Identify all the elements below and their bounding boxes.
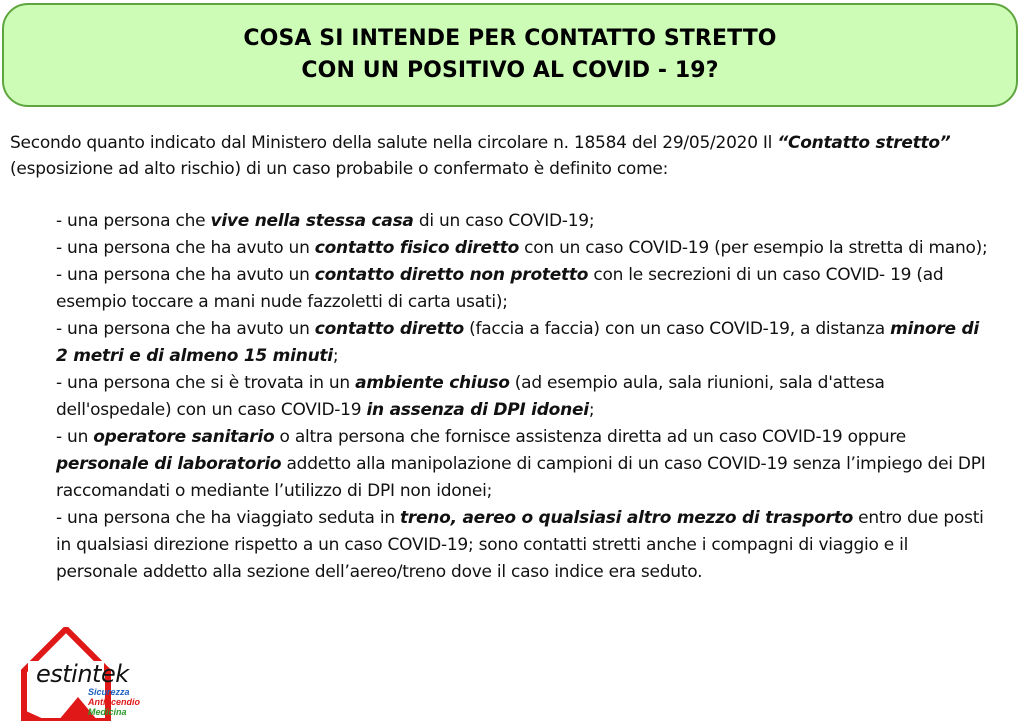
item-text: entro due posti in qualsiasi direzione rispetto a un caso COVID-19; sono contatti stretti anche i compagni di viaggio e il personale addetto alla sezione dell’aereo/treno dove il caso indice era seduto.	[56, 508, 984, 582]
logo-name: estintek	[36, 660, 129, 688]
item-emphasis: personale di laboratorio	[56, 454, 282, 474]
item-text: di un caso COVID-19;	[413, 211, 595, 231]
item-text: con un caso COVID-19 (per esempio la stretta di mano);	[519, 238, 988, 258]
item-text: - una persona che	[56, 211, 211, 231]
logo-sub-medicina: Medicina	[88, 707, 127, 717]
intro-emphasis: “Contatto stretto”	[777, 133, 951, 153]
list-item	[56, 235, 991, 262]
intro-text-after: (esposizione ad alto rischio) di un caso probabile o confermato è definito come:	[10, 159, 669, 179]
item-text: (ad esempio aula, sala riunioni, sala d'attesa dell'ospedale) con un caso COVID-19	[56, 373, 885, 420]
title-line-1: COSA SI INTENDE PER CONTATTO STRETTO	[243, 26, 777, 51]
item-text: - una persona che ha viaggiato seduta in	[56, 508, 400, 528]
item-emphasis: contatto diretto non protetto	[314, 265, 589, 285]
item-text: (faccia a faccia) con un caso COVID-19, a distanza	[463, 319, 891, 339]
item-emphasis: in assenza di DPI idonei	[366, 400, 589, 420]
intro-text-before: Secondo quanto indicato dal Ministero della salute nella circolare n. 18584 del 29/05/2020 Il	[10, 133, 778, 153]
title-line-2: CON UN POSITIVO AL COVID - 19?	[301, 58, 719, 83]
item-text: - una persona che ha avuto un	[56, 265, 315, 285]
logo-subtitle	[88, 687, 140, 717]
logo-sub-sicurezza: Sicurezza	[88, 687, 130, 697]
item-text: ;	[332, 346, 339, 366]
list-item	[56, 424, 991, 505]
item-emphasis: ambiente chiuso	[355, 373, 510, 393]
item-emphasis: operatore sanitario	[93, 427, 275, 447]
item-text: - un	[56, 427, 94, 447]
list-item	[56, 370, 991, 424]
list-item	[56, 262, 991, 316]
intro-paragraph	[10, 130, 1015, 182]
item-text: - una persona che ha avuto un	[56, 319, 315, 339]
item-text: ;	[588, 400, 595, 420]
item-emphasis: vive nella stessa casa	[210, 211, 414, 231]
list-item	[56, 505, 991, 586]
item-text: - una persona che si è trovata in un	[56, 373, 356, 393]
logo-sub-antincendio: Antincendio	[88, 697, 140, 707]
item-text: con le secrezioni di un caso COVID- 19 (ad esempio toccare a mani nude fazzoletti di carta usati);	[56, 265, 944, 312]
item-text: o altra persona che fornisce assistenza diretta ad un caso COVID-19 oppure	[274, 427, 906, 447]
title-banner	[2, 3, 1018, 107]
list-item	[56, 208, 991, 235]
list-item	[56, 316, 991, 370]
item-emphasis: treno, aereo o qualsiasi altro mezzo di trasporto	[400, 508, 854, 528]
item-emphasis: contatto fisico diretto	[314, 238, 520, 258]
item-emphasis: minore di 2 metri e di almeno 15 minuti	[56, 319, 979, 366]
item-text: addetto alla manipolazione di campioni di un caso COVID-19 senza l’impiego dei DPI raccomandati o mediante l’utilizzo di DPI non idonei;	[56, 454, 986, 501]
estintek-logo	[18, 627, 158, 721]
item-emphasis: contatto diretto	[314, 319, 464, 339]
definition-list	[56, 208, 991, 586]
item-text: - una persona che ha avuto un	[56, 238, 315, 258]
